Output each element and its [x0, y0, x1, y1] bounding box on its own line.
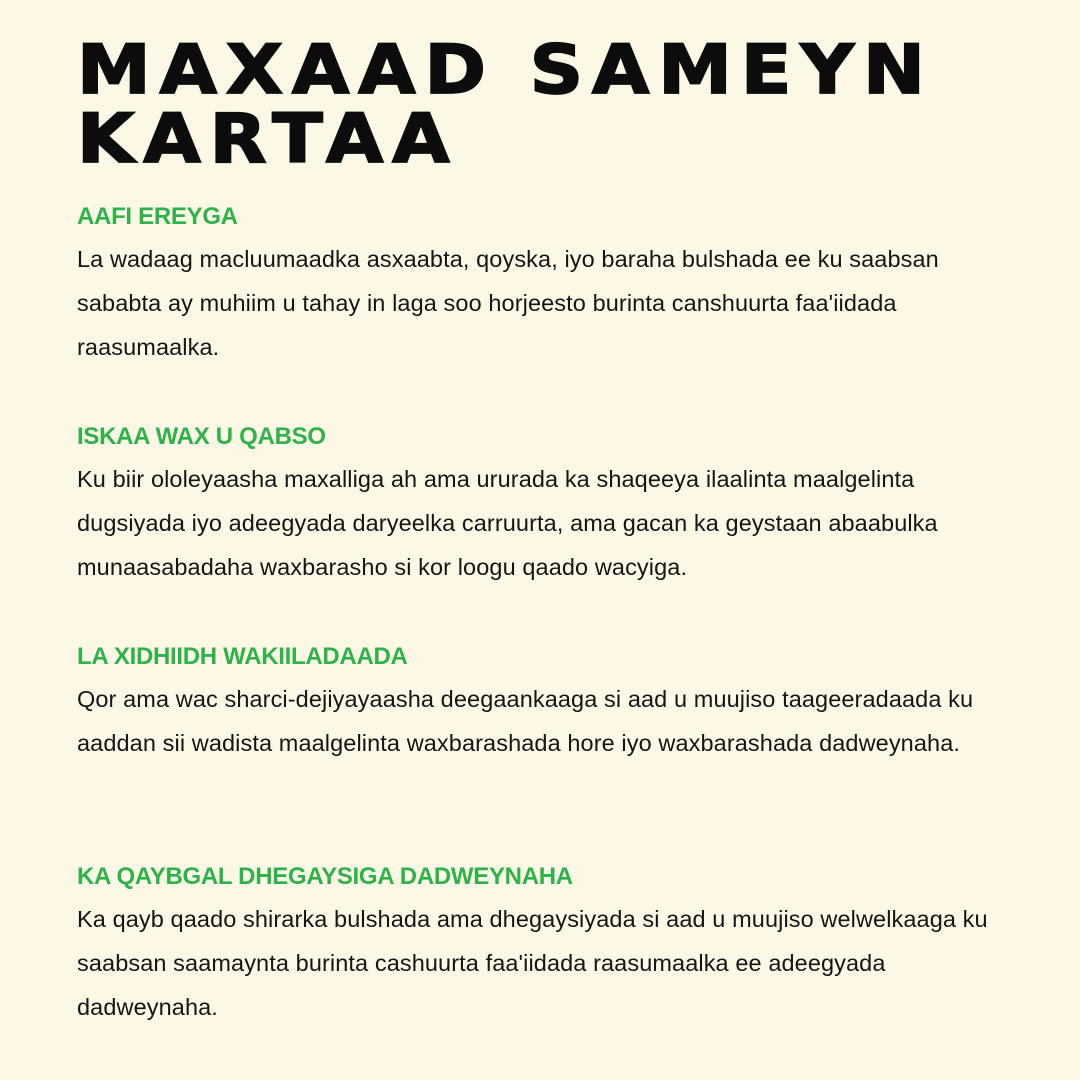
- section-aafi-ereyga: [77, 203, 1017, 369]
- page-title: MAXAAD SAMEYN KARTAA: [77, 30, 934, 179]
- section-heading: AAFI EREYGA: [77, 203, 238, 230]
- content-page: [77, 30, 1017, 1020]
- section-heading: LA XIDHIIDH WAKIILADAADA: [77, 643, 408, 670]
- section-body: Ka qayb qaado shirarka bulshada ama dhegaysiyada si aad u muujiso welwelkaaga ku saabsan saamaynta burinta cashuurta faa'iidada raasumaalka ee adeegyada dadweynaha.: [77, 906, 988, 1020]
- section-la-xidhiidh-wakiiladaada: [77, 643, 1017, 765]
- section-body: Qor ama wac sharci-dejiyayaasha deegaankaaga si aad u muujiso taageeradaada ku aaddan sii wadista maalgelinta waxbarashada hore iyo waxbarashada dadweynaha.: [77, 686, 974, 756]
- section-ka-qaybgal-dhegaysiga: [77, 863, 1017, 1029]
- section-heading: KA QAYBGAL DHEGAYSIGA DADWEYNAHA: [77, 863, 573, 890]
- section-body: Ku biir ololeyaasha maxalliga ah ama ururada ka shaqeeya ilaalinta maalgelinta dugsiyada iyo adeegyada daryeelka carruurta, ama gacan ka geystaan abaabulka munaasabadaha waxbarasho si kor loogu qaado wacyiga.: [77, 466, 938, 580]
- section-heading: ISKAA WAX U QABSO: [77, 423, 326, 450]
- section-body: La wadaag macluumaadka asxaabta, qoyska, iyo baraha bulshada ee ku saabsan sababta ay muhiim u tahay in laga soo horjeesto burinta canshuurta faa'iidada raasumaalka.: [77, 246, 939, 360]
- section-iskaa-wax-u-qabso: [77, 423, 1017, 589]
